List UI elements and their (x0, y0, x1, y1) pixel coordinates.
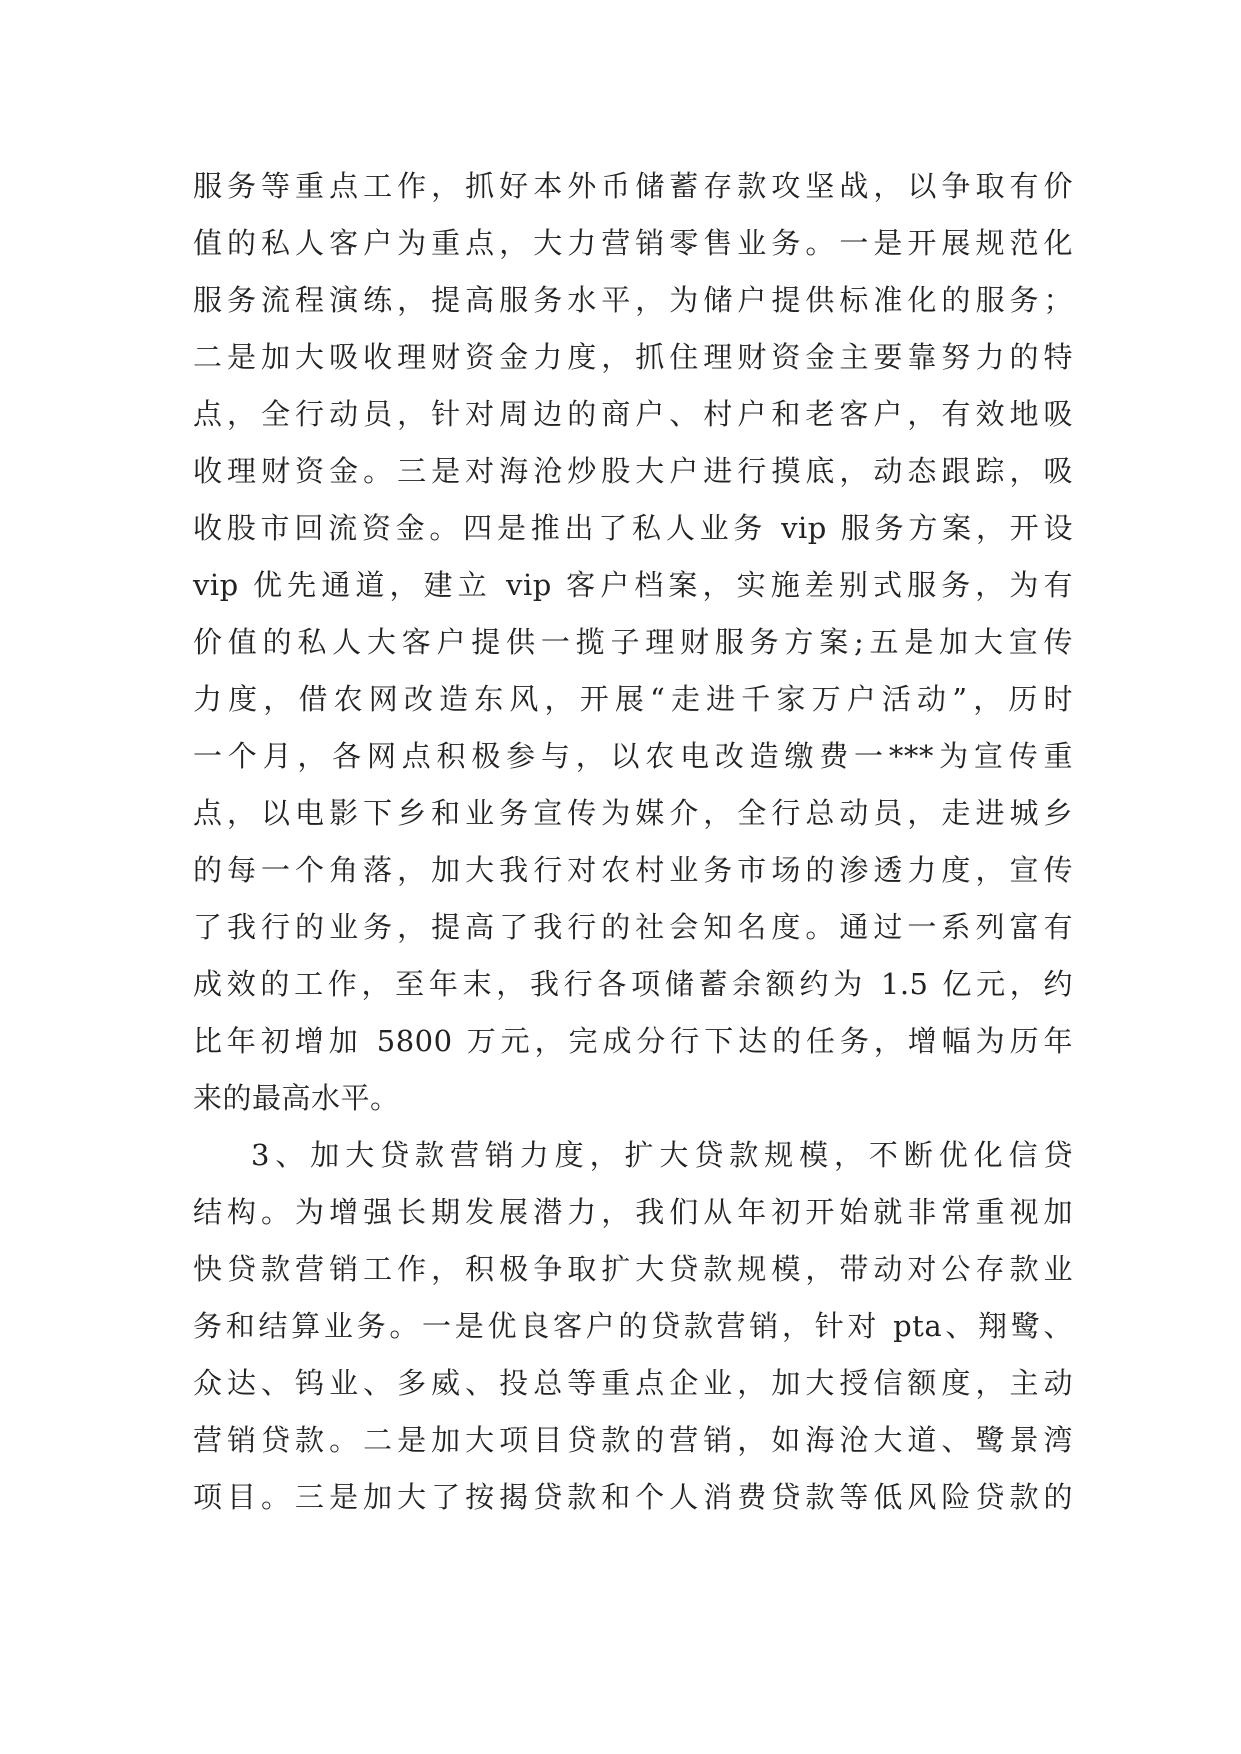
text-line: 项目。三是加大了按揭贷款和个人消费贷款等低风险贷款的 (193, 1480, 1073, 1514)
text-line: 结构。为增强长期发展潜力，我们从年初开始就非常重视加 (193, 1195, 1073, 1229)
text-line: 二是加大吸收理财资金力度，抓住理财资金主要靠努力的特 (193, 340, 1073, 374)
text-line: 力度，借农网改造东风，开展“走进千家万户活动”，历时 (193, 682, 1073, 716)
text-line: 的每一个角落，加大我行对农村业务市场的渗透力度，宣传 (193, 853, 1073, 887)
text-line: 比年初增加 5800 万元，完成分行下达的任务，增幅为历年 (193, 1024, 1073, 1058)
text-line: 服务流程演练，提高服务水平，为储户提供标准化的服务； (193, 283, 1073, 317)
text-line: 值的私人客户为重点，大力营销零售业务。一是开展规范化 (193, 226, 1073, 260)
text-line: 快贷款营销工作，积极争取扩大贷款规模，带动对公存款业 (193, 1252, 1073, 1286)
text-line: 众达、钨业、多威、投总等重点企业，加大授信额度，主动 (193, 1366, 1073, 1400)
text-line: 价值的私人大客户提供一揽子理财服务方案;五是加大宣传 (193, 625, 1073, 659)
text-line: 务和结算业务。一是优良客户的贷款营销，针对 pta、翔鹭、 (193, 1309, 1073, 1343)
text-line: 成效的工作，至年末，我行各项储蓄余额约为 1.5 亿元，约 (193, 967, 1073, 1001)
text-line: 了我行的业务，提高了我行的社会知名度。通过一系列富有 (193, 910, 1073, 944)
text-line: 点，全行动员，针对周边的商户、村户和老客户，有效地吸 (193, 397, 1073, 431)
body-text (193, 158, 1073, 1526)
section-heading-line: 3、加大贷款营销力度，扩大贷款规模，不断优化信贷 (251, 1138, 1073, 1172)
text-line: 收理财资金。三是对海沧炒股大户进行摸底，动态跟踪，吸 (193, 454, 1073, 488)
text-line: 服务等重点工作，抓好本外币储蓄存款攻坚战，以争取有价 (193, 169, 1073, 203)
text-line: vip 优先通道，建立 vip 客户档案，实施差别式服务，为有 (193, 568, 1073, 602)
text-line: 收股市回流资金。四是推出了私人业务 vip 服务方案，开设 (193, 511, 1073, 545)
text-line: 来的最高水平。 (193, 1081, 400, 1115)
text-line: 营销贷款。二是加大项目贷款的营销，如海沧大道、鹭景湾 (193, 1423, 1073, 1457)
text-line: 点，以电影下乡和业务宣传为媒介，全行总动员，走进城乡 (193, 796, 1073, 830)
text-line: 一个月，各网点积极参与，以农电改造缴费一***为宣传重 (193, 739, 1073, 773)
